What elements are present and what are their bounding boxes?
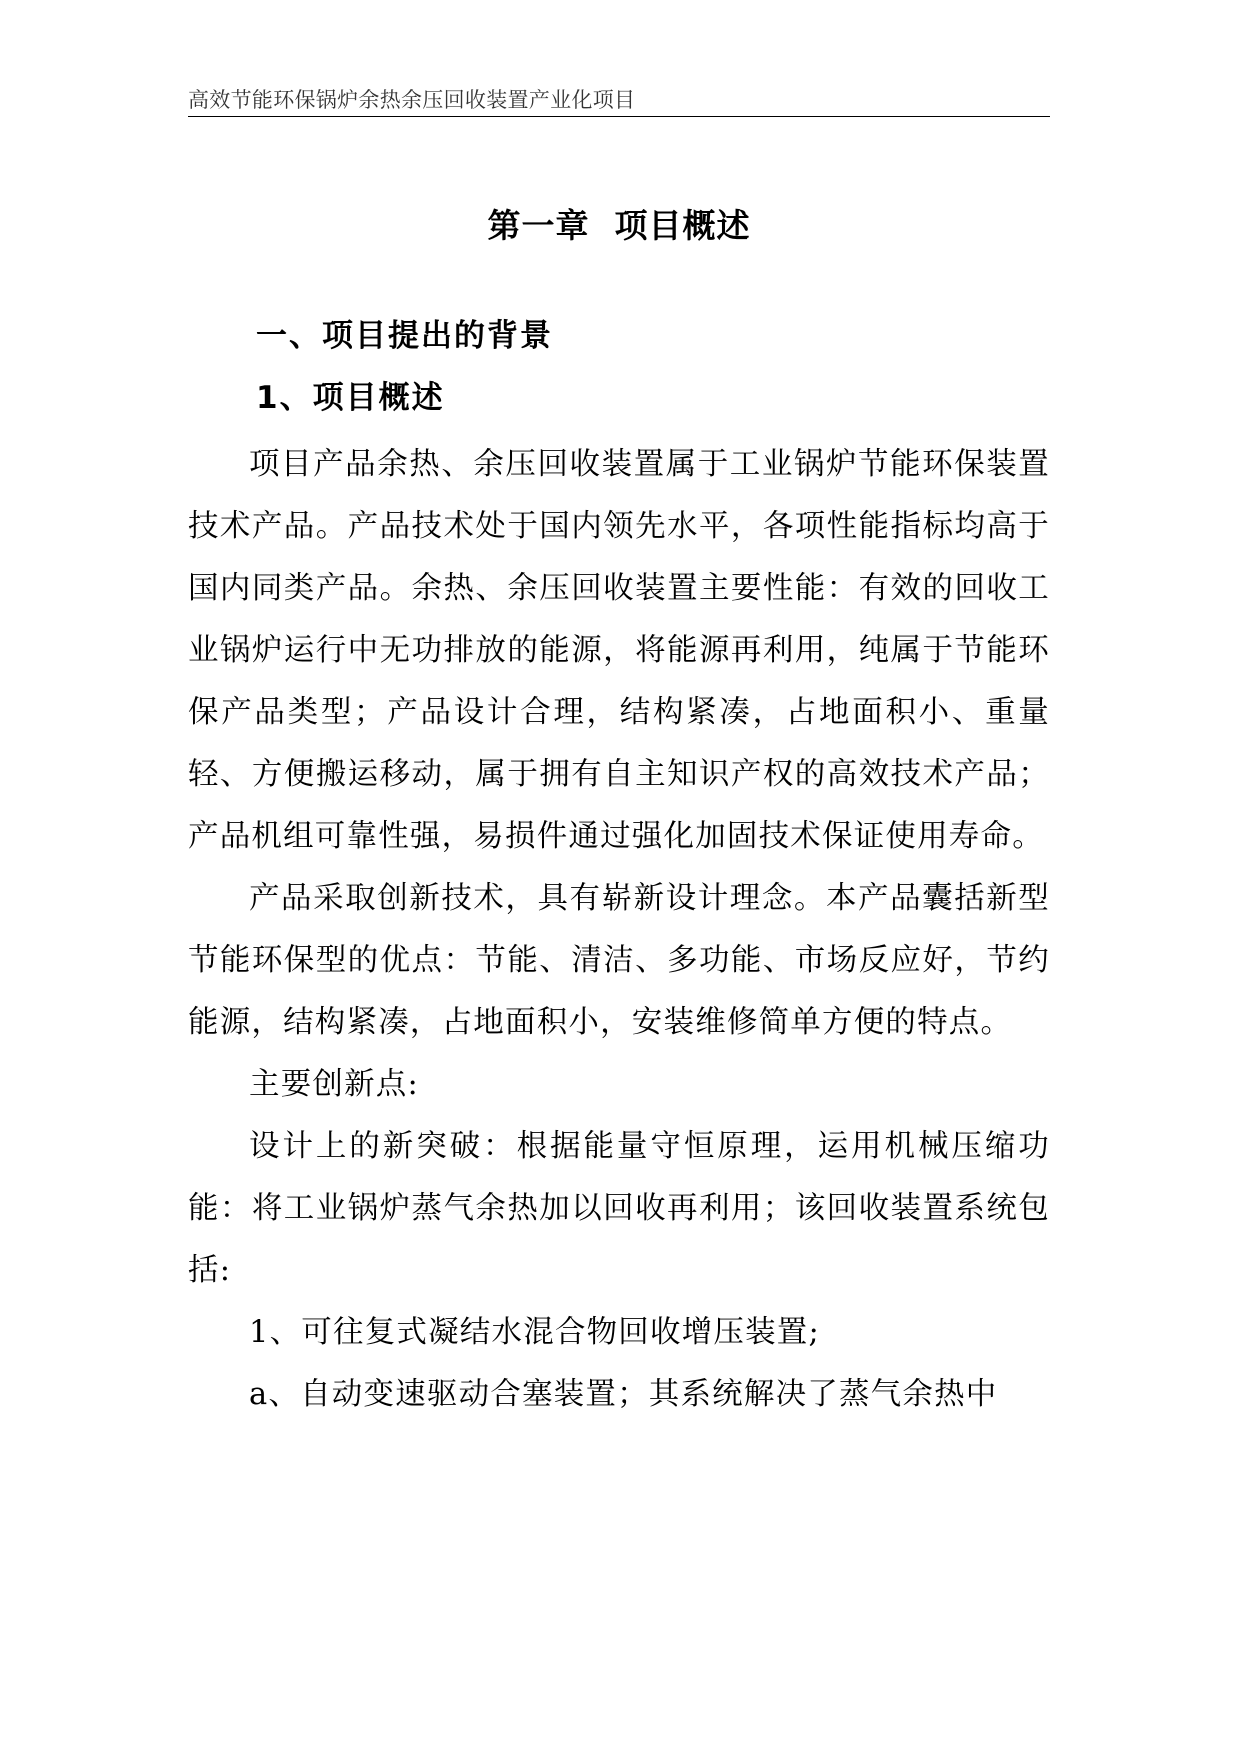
paragraph-main-innovations-label: 主要创新点: (249, 1067, 419, 1102)
paragraph-product-overview: 项目产品余热、余压回收装置属于工业锅炉节能环保装置技术产品。产品技术处于国内领先水平，各项性能指标均高于国内同类产品。余热、余压回收装置主要性能：有效的回收工业锅炉运行中无功排放的能源，将能源再利用，纯属于节能环保产品类型；产品设计合理，结构紧凑，占地面积小、重量轻、方便搬运移动，属于拥有自主知识产权的高效技术产品；产品机组可靠性强，易损件通过强化加固技术保证使用寿命。 (188, 447, 1050, 854)
chapter-title: 第一章 项目概述 (487, 206, 751, 245)
section-heading: 一、项目提出的背景 (256, 318, 553, 354)
paragraph-innovation-features: 产品采取创新技术，具有崭新设计理念。本产品囊括新型节能环保型的优点：节能、清洁、多功能、市场反应好，节约能源，结构紧凑，占地面积小，安装维修简单方便的特点。 (188, 881, 1050, 1040)
paragraph-list-item-1: 1、可往复式凝结水混合物回收增压装置; (249, 1315, 820, 1350)
header-divider (188, 116, 1050, 117)
running-header: 高效节能环保锅炉余热余压回收装置产业化项目 (188, 88, 636, 112)
paragraph-list-item-a: a、自动变速驱动合塞装置；其系统解决了蒸气余热中 (249, 1377, 998, 1412)
body-text (188, 434, 1050, 1426)
paragraph-design-breakthrough: 设计上的新突破：根据能量守恒原理，运用机械压缩功能：将工业锅炉蒸气余热加以回收再利用；该回收装置系统包括: (188, 1129, 1050, 1288)
subsection-heading: 1、项目概述 (256, 380, 445, 416)
